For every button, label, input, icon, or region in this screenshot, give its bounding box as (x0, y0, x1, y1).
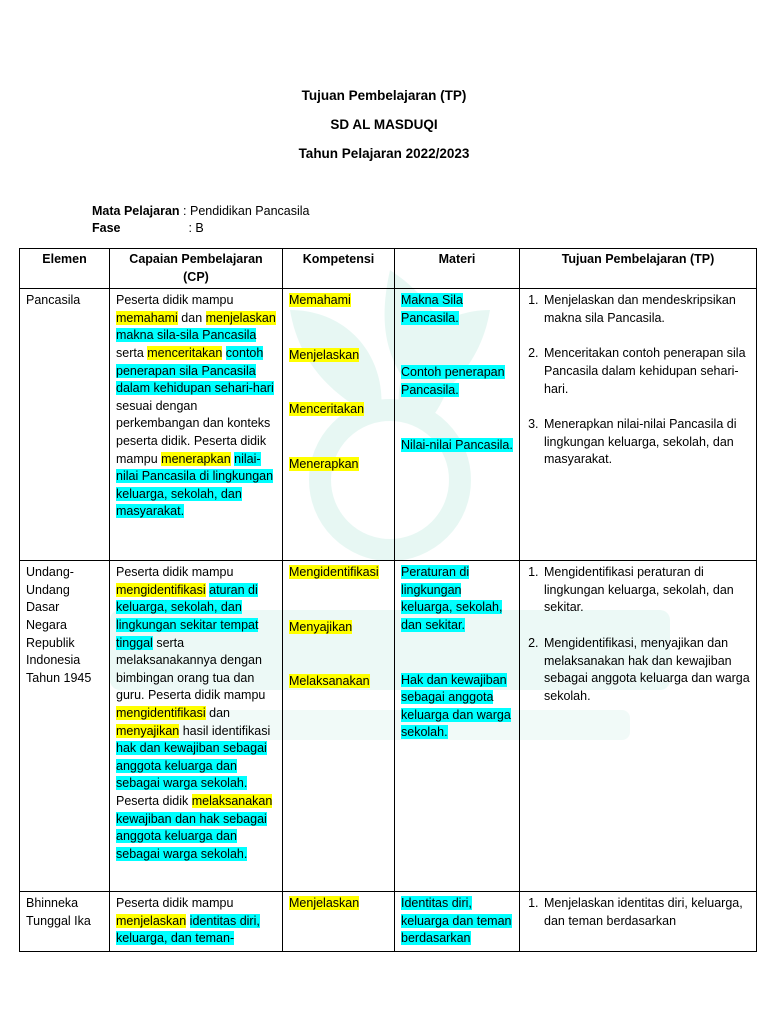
tp-cell (520, 892, 757, 952)
tp-item: 2. Mengidentifikasi, menyajikan dan melaksanakan hak dan kewajiban sebagai anggota keluarga dan warga sekolah. (542, 635, 750, 705)
kompetensi-item-wrap (289, 347, 388, 365)
table-header-row (20, 249, 757, 289)
kompetensi-cell (283, 892, 395, 952)
header-materi: Materi (395, 249, 520, 289)
subject-line (92, 204, 310, 218)
cp-text: Peserta didik mampu (116, 293, 234, 308)
tp-cell (520, 289, 757, 561)
subject-value: : Pendidikan Pancasila (183, 204, 310, 218)
phase-label: Fase (92, 221, 121, 235)
table-row (20, 289, 757, 561)
materi-item: Contoh penerapan Pancasila. (401, 365, 505, 397)
materi-cell (395, 289, 520, 561)
cp-text: serta (116, 345, 148, 360)
materi-item: Identitas diri, keluarga dan teman berdasarkan (401, 896, 512, 946)
phase-line (92, 221, 204, 235)
kompetensi-item: Menceritakan (289, 402, 365, 417)
materi-item-wrap (401, 895, 513, 948)
kompetensi-item-wrap (289, 456, 388, 474)
tp-list (526, 292, 750, 469)
cp-text: dan (205, 705, 230, 720)
learning-objectives-table (19, 248, 757, 952)
cp-text: Peserta didik mampu (116, 565, 234, 580)
table-row (20, 561, 757, 892)
table-row (20, 892, 757, 952)
elemen-cell: Bhinneka Tunggal Ika (20, 892, 110, 952)
kompetensi-item-wrap (289, 292, 388, 310)
highlighted-text: menerapkan (161, 451, 231, 466)
materi-cell (395, 892, 520, 952)
highlighted-text: menjelaskan (205, 310, 276, 325)
kompetensi-cell (283, 561, 395, 892)
materi-item-wrap (401, 292, 513, 327)
highlighted-text: contoh penerapan sila Pancasila dalam kehidupan sehari-hari (116, 345, 274, 396)
materi-item-wrap (401, 672, 513, 742)
academic-year: Tahun Pelajaran 2022/2023 (298, 146, 470, 161)
tp-item: 1. Menjelaskan dan mendeskripsikan makna sila Pancasila. (542, 292, 750, 327)
cp-text: sesuai dengan perkembangan dan konteks peserta didik. Peserta didik mampu (116, 398, 271, 466)
highlighted-text: mengidentifikasi (116, 582, 206, 597)
kompetensi-item: Mengidentifikasi (289, 565, 379, 580)
highlighted-text: kewajiban dan hak sebagai anggota keluarga dan sebagai warga sekolah. (116, 811, 267, 861)
highlighted-text: hak dan kewajiban sebagai anggota keluarga dan sebagai warga sekolah. (116, 741, 267, 791)
cp-cell (110, 561, 283, 892)
highlighted-text: memahami (116, 310, 178, 325)
highlighted-text: aturan di keluarga, sekolah, dan lingkungan sekitar tempat tinggal (116, 582, 259, 650)
kompetensi-item-wrap (289, 564, 388, 582)
kompetensi-item-wrap (289, 673, 388, 691)
materi-item-wrap (401, 364, 513, 399)
materi-item: Hak dan kewajiban sebagai anggota keluarga dan warga sekolah. (401, 672, 511, 740)
kompetensi-item: Menyajikan (289, 619, 353, 634)
header-elemen: Elemen (20, 249, 110, 289)
materi-cell (395, 561, 520, 892)
kompetensi-item-wrap (289, 619, 388, 637)
header-cp: Capaian Pembelajaran (CP) (110, 249, 283, 289)
tp-list (526, 895, 750, 930)
header-tp: Tujuan Pembelajaran (TP) (520, 249, 757, 289)
kompetensi-cell (283, 289, 395, 561)
tp-item: 3. Menerapkan nilai-nilai Pancasila di lingkungan keluarga, sekolah, dan masyarakat. (542, 416, 750, 469)
elemen-cell: Pancasila (20, 289, 110, 561)
tp-list (526, 564, 750, 705)
cp-text: serta melaksanakannya dengan bimbingan orang tua dan guru. Peserta didik mampu (116, 635, 266, 703)
tp-item: 2. Menceritakan contoh penerapan sila Pancasila dalam kehidupan sehari-hari. (542, 345, 750, 398)
tp-item: 1. Menjelaskan identitas diri, keluarga, dan teman berdasarkan (542, 895, 750, 930)
document-title: Tujuan Pembelajaran (TP) (301, 88, 467, 103)
elemen-cell: Undang-Undang Dasar Negara Republik Indonesia Tahun 1945 (20, 561, 110, 892)
materi-item: Peraturan di lingkungan keluarga, sekolah, dan sekitar. (401, 565, 503, 632)
kompetensi-item: Melaksanakan (289, 674, 370, 689)
highlighted-text: identitas diri, keluarga, dan teman- (116, 913, 260, 946)
cp-text: dan (177, 310, 206, 325)
highlighted-text: menjelaskan (116, 913, 187, 928)
tp-cell (520, 561, 757, 892)
school-name: SD AL MASDUQI (330, 117, 438, 132)
cp-cell (110, 289, 283, 561)
materi-item-wrap (401, 564, 513, 634)
materi-item-wrap (401, 437, 513, 455)
highlighted-text: makna sila-sila Pancasila (116, 328, 257, 343)
kompetensi-item-wrap (289, 895, 388, 913)
materi-item: Nilai-nilai Pancasila. (401, 437, 513, 452)
highlighted-text: menceritakan (147, 345, 223, 360)
materi-item: Makna Sila Pancasila. (401, 293, 463, 325)
highlighted-text: mengidentifikasi (116, 705, 206, 720)
header-kompetensi: Kompetensi (283, 249, 395, 289)
highlighted-text: melaksanakan (191, 793, 273, 808)
cp-text: Peserta didik mampu (116, 896, 234, 911)
phase-value: : B (188, 221, 204, 235)
tp-item: 1. Mengidentifikasi peraturan di lingkungan keluarga, sekolah, dan sekitar. (542, 564, 750, 617)
highlighted-text: menyajikan (116, 723, 180, 738)
kompetensi-item: Menjelaskan (289, 896, 360, 911)
kompetensi-item: Menerapkan (289, 456, 359, 471)
highlighted-text: nilai-nilai Pancasila di lingkungan keluarga, sekolah, dan masyarakat. (116, 451, 274, 519)
kompetensi-item: Menjelaskan (289, 347, 360, 362)
subject-label: Mata Pelajaran (92, 204, 180, 218)
kompetensi-item: Memahami (289, 293, 351, 308)
cp-text: Peserta didik (116, 793, 192, 808)
cp-text: hasil identifikasi (179, 723, 271, 738)
kompetensi-item-wrap (289, 401, 388, 419)
cp-cell (110, 892, 283, 952)
